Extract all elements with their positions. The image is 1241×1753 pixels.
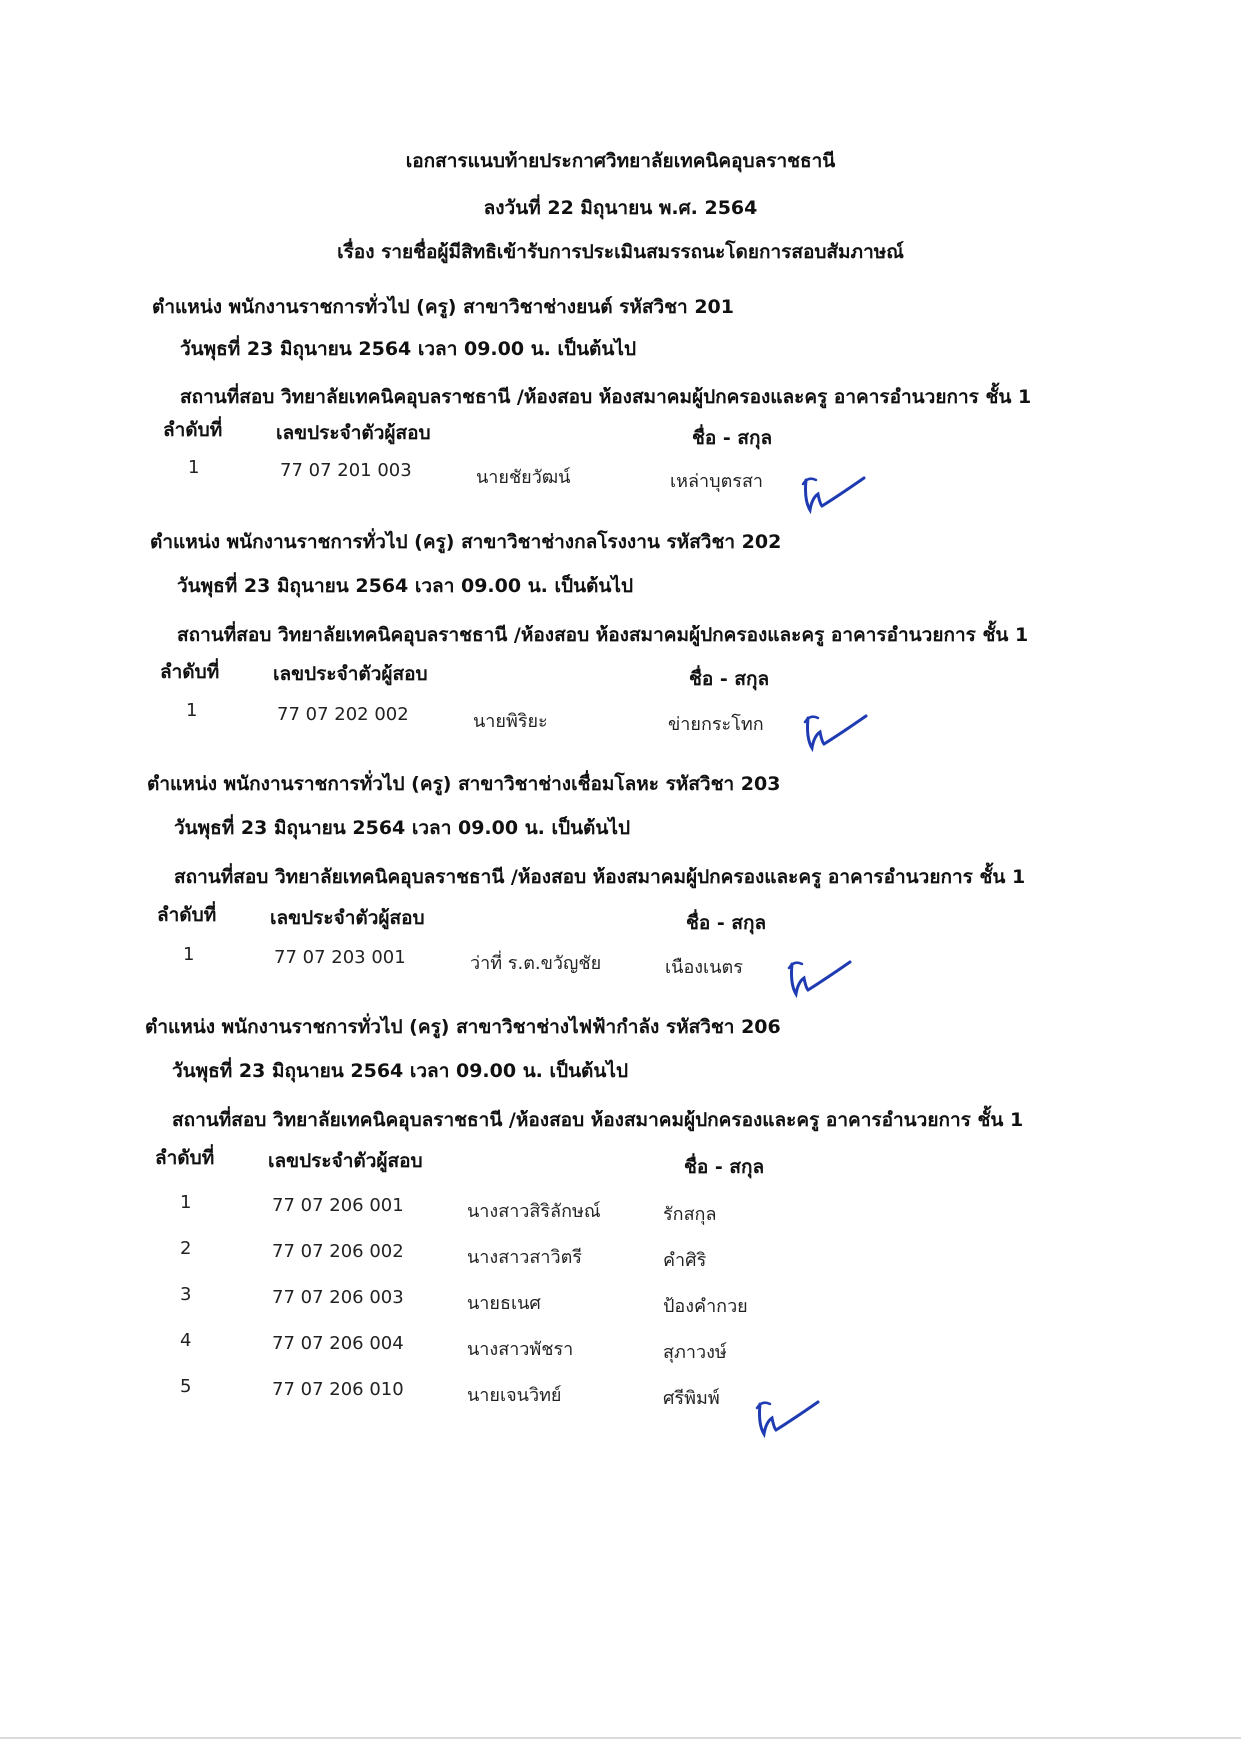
row-exam-id: 77 07 206 001 xyxy=(272,1195,404,1216)
row-order: 2 xyxy=(180,1238,192,1259)
row-last-name: คำศิริ xyxy=(663,1250,707,1271)
row-exam-id: 77 07 206 003 xyxy=(272,1287,404,1308)
col-order-header: ลำดับที่ xyxy=(160,661,220,683)
row-order: 1 xyxy=(180,1192,192,1213)
col-order-header: ลำดับที่ xyxy=(157,904,217,926)
row-order: 3 xyxy=(180,1284,192,1305)
row-exam-id: 77 07 206 002 xyxy=(272,1241,404,1262)
section-date: วันพุธที่ 23 มิถุนายน 2564 เวลา 09.00 น. เป็นต้นไป xyxy=(174,817,630,839)
doc-title xyxy=(0,146,1241,176)
row-exam-id: 77 07 206 004 xyxy=(272,1333,404,1354)
signature-mark xyxy=(800,708,870,754)
row-last-name: ข่ายกระโทก xyxy=(668,714,764,735)
row-first-name: นางสาวพัชรา xyxy=(467,1339,574,1360)
row-last-name: สุภาวงษ์ xyxy=(663,1342,727,1363)
row-first-name: นายชัยวัฒน์ xyxy=(476,467,571,488)
row-first-name: นายเจนวิทย์ xyxy=(467,1385,562,1406)
col-order-header: ลำดับที่ xyxy=(163,419,223,441)
row-first-name: ว่าที่ ร.ต.ขวัญชัย xyxy=(470,953,602,974)
row-last-name: รักสกุล xyxy=(663,1204,717,1225)
col-name-header: ชื่อ - สกุล xyxy=(692,427,773,449)
doc-subject-text: เรื่อง รายชื่อผู้มีสิทธิเข้ารับการประเมินสมรรถนะโดยการสอบสัมภาษณ์ xyxy=(337,241,904,263)
section-date: วันพุธที่ 23 มิถุนายน 2564 เวลา 09.00 น. เป็นต้นไป xyxy=(180,338,636,360)
row-first-name: นางสาวสิริลักษณ์ xyxy=(467,1201,601,1222)
col-name-header: ชื่อ - สกุล xyxy=(684,1156,765,1178)
doc-title-text: เอกสารแนบท้ายประกาศวิทยาลัยเทคนิคอุบลราชธานี xyxy=(405,150,836,172)
section-position: ตำแหน่ง พนักงานราชการทั่วไป (ครู) สาขาวิชาช่างกลโรงงาน รหัสวิชา 202 xyxy=(150,531,782,553)
section-venue: สถานที่สอบ วิทยาลัยเทคนิคอุบลราชธานี /ห้องสอบ ห้องสมาคมผู้ปกครองและครู อาคารอำนวยการ ชั้น 1 xyxy=(177,624,1029,646)
row-exam-id: 77 07 202 002 xyxy=(277,704,409,725)
section-venue: สถานที่สอบ วิทยาลัยเทคนิคอุบลราชธานี /ห้องสอบ ห้องสมาคมผู้ปกครองและครู อาคารอำนวยการ ชั้น 1 xyxy=(180,386,1032,408)
col-id-header: เลขประจำตัวผู้สอบ xyxy=(273,663,428,685)
row-first-name: นางสาวสาวิตรี xyxy=(467,1247,582,1268)
row-first-name: นายพิริยะ xyxy=(473,711,548,732)
section-venue: สถานที่สอบ วิทยาลัยเทคนิคอุบลราชธานี /ห้องสอบ ห้องสมาคมผู้ปกครองและครู อาคารอำนวยการ ชั้น 1 xyxy=(172,1109,1024,1131)
signature-mark xyxy=(798,470,868,516)
signature-mark xyxy=(752,1394,822,1440)
row-last-name: ป้องคำกวย xyxy=(663,1296,748,1317)
section-position: ตำแหน่ง พนักงานราชการทั่วไป (ครู) สาขาวิชาช่างไฟฟ้ากำลัง รหัสวิชา 206 xyxy=(145,1016,781,1038)
row-exam-id: 77 07 203 001 xyxy=(274,947,406,968)
col-id-header: เลขประจำตัวผู้สอบ xyxy=(270,907,425,929)
col-order-header: ลำดับที่ xyxy=(155,1147,215,1169)
doc-subject xyxy=(0,237,1241,267)
row-order: 1 xyxy=(183,944,195,965)
row-last-name: ศรีพิมพ์ xyxy=(663,1388,720,1409)
row-order: 4 xyxy=(180,1330,192,1351)
col-id-header: เลขประจำตัวผู้สอบ xyxy=(276,422,431,444)
section-position: ตำแหน่ง พนักงานราชการทั่วไป (ครู) สาขาวิชาช่างเชื่อมโลหะ รหัสวิชา 203 xyxy=(147,773,781,795)
section-date: วันพุธที่ 23 มิถุนายน 2564 เวลา 09.00 น. เป็นต้นไป xyxy=(177,575,633,597)
row-last-name: เนืองเนตร xyxy=(665,957,743,978)
row-order: 1 xyxy=(186,700,198,721)
section-venue: สถานที่สอบ วิทยาลัยเทคนิคอุบลราชธานี /ห้องสอบ ห้องสมาคมผู้ปกครองและครู อาคารอำนวยการ ชั้น 1 xyxy=(174,866,1026,888)
page-bottom-edge xyxy=(0,1737,1241,1739)
section-position: ตำแหน่ง พนักงานราชการทั่วไป (ครู) สาขาวิชาช่างยนต์ รหัสวิชา 201 xyxy=(152,296,734,318)
doc-date xyxy=(0,193,1241,223)
row-exam-id: 77 07 206 010 xyxy=(272,1379,404,1400)
col-id-header: เลขประจำตัวผู้สอบ xyxy=(268,1150,423,1172)
row-last-name: เหล่าบุตรสา xyxy=(670,471,764,492)
row-exam-id: 77 07 201 003 xyxy=(280,460,412,481)
col-name-header: ชื่อ - สกุล xyxy=(686,912,767,934)
row-order: 1 xyxy=(188,457,200,478)
doc-date-text: ลงวันที่ 22 มิถุนายน พ.ศ. 2564 xyxy=(483,197,758,219)
row-first-name: นายธเนศ xyxy=(467,1293,541,1314)
row-order: 5 xyxy=(180,1376,192,1397)
col-name-header: ชื่อ - สกุล xyxy=(689,668,770,690)
section-date: วันพุธที่ 23 มิถุนายน 2564 เวลา 09.00 น. เป็นต้นไป xyxy=(172,1060,628,1082)
signature-mark xyxy=(784,954,854,1000)
